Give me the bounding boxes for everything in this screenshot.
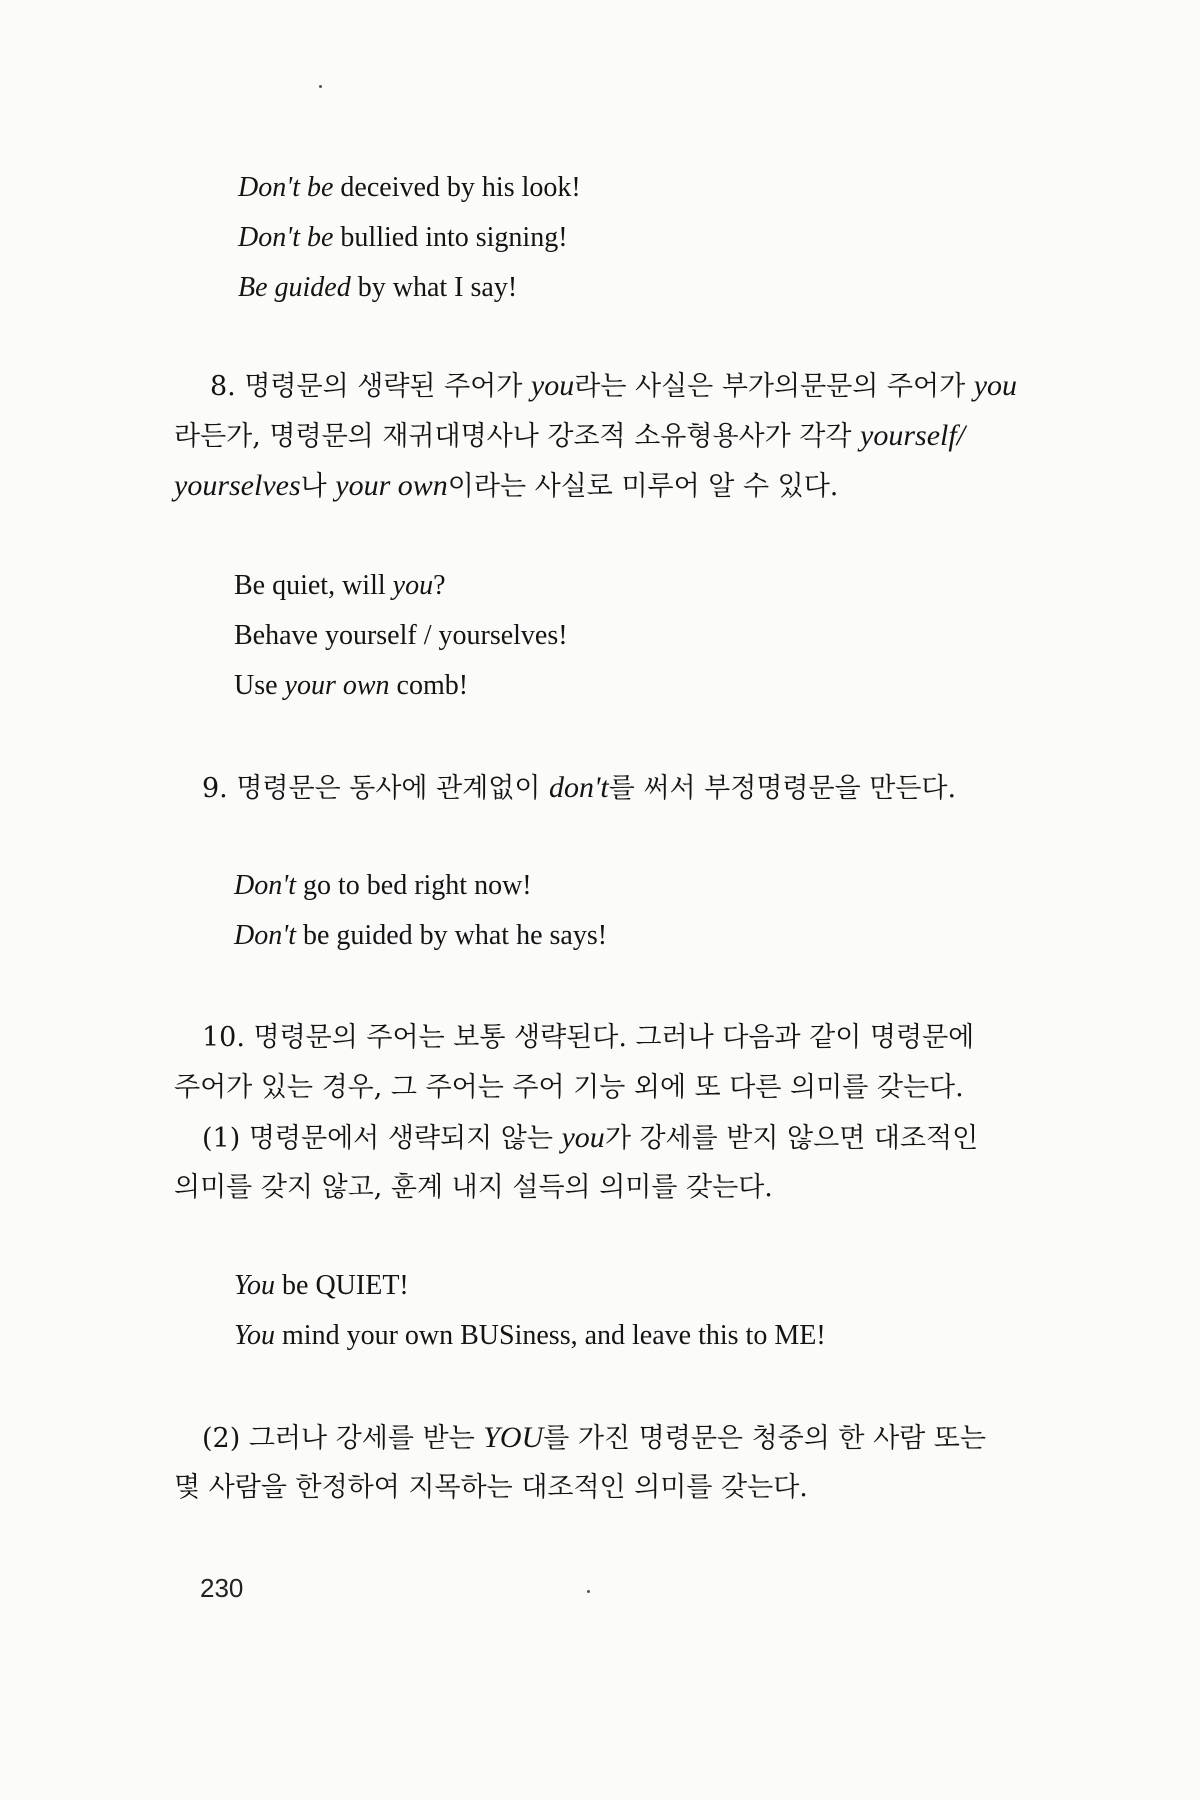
example-sentence: You mind your own BUSiness, and leave this to ME! bbox=[234, 1320, 826, 1351]
example-sentence: Be guided by what I say! bbox=[238, 272, 518, 303]
example-sentence: Be quiet, will you? bbox=[234, 570, 446, 601]
paragraph-line: 의미를 갖지 않고, 훈계 내지 설득의 의미를 갖는다. bbox=[174, 1172, 773, 1203]
example-sentence: Don't be guided by what he says! bbox=[234, 920, 608, 951]
example-sentence: Don't go to bed right now! bbox=[234, 870, 532, 901]
paragraph-line: 10. 명령문의 주어는 보통 생략된다. 그러나 다음과 같이 명령문에 bbox=[202, 1022, 975, 1053]
paragraph-line: 라든가, 명령문의 재귀대명사나 강조적 소유형용사가 각각 yourself/ bbox=[174, 419, 966, 452]
paragraph-line: (1) 명령문에서 생략되지 않는 you가 강세를 받지 않으면 대조적인 bbox=[202, 1121, 979, 1154]
paragraph-line: 9. 명령문은 동사에 관계없이 don't를 써서 부정명령문을 만든다. bbox=[202, 771, 957, 804]
example-sentence: Don't be bullied into signing! bbox=[238, 222, 568, 253]
example-sentence: Behave yourself / yourselves! bbox=[234, 620, 568, 651]
paragraph-line: yourselves나 your own이라는 사실로 미루어 알 수 있다. bbox=[174, 469, 839, 502]
scan-speck bbox=[587, 1590, 590, 1593]
example-sentence: Use your own comb! bbox=[234, 670, 469, 701]
scan-speck bbox=[319, 85, 322, 88]
page-number: 230 bbox=[200, 1573, 244, 1603]
example-sentence: You be QUIET! bbox=[234, 1270, 409, 1301]
paragraph-line: 몇 사람을 한정하여 지목하는 대조적인 의미를 갖는다. bbox=[174, 1472, 808, 1503]
paragraph-line: (2) 그러나 강세를 받는 YOU를 가진 명령문은 청중의 한 사람 또는 bbox=[202, 1421, 986, 1454]
paragraph-line: 8. 명령문의 생략된 주어가 you라는 사실은 부가의문문의 주어가 you bbox=[210, 369, 1018, 402]
example-sentence: Don't be deceived by his look! bbox=[238, 172, 581, 203]
paragraph-line: 주어가 있는 경우, 그 주어는 주어 기능 외에 또 다른 의미를 갖는다. bbox=[174, 1072, 964, 1103]
